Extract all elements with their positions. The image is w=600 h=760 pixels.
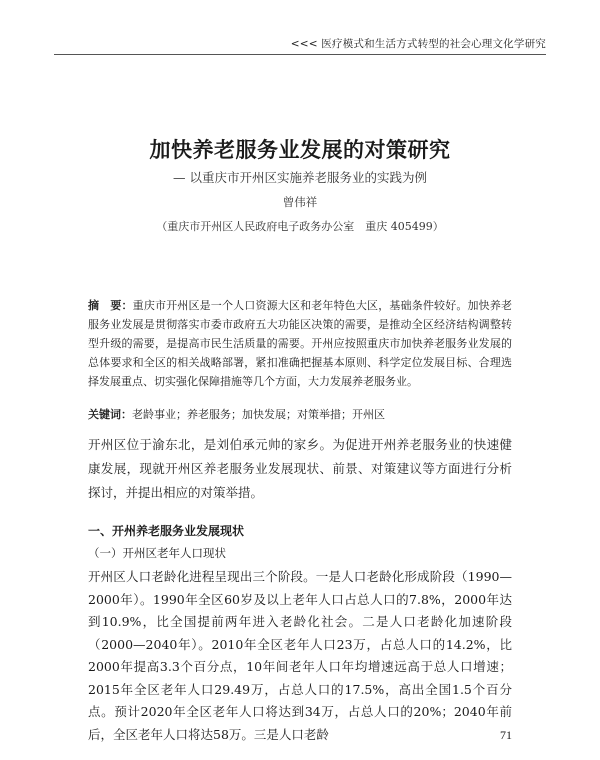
abstract-label: 摘 要：: [88, 299, 133, 312]
intro-paragraph: 开州区位于渝东北，是刘伯承元帅的家乡。为促进开州养老服务业的快速健康发展，现就开州区养老服务业发展现状、前景、对策建议等方面进行分析探讨，并提出相应的对策举措。: [88, 437, 512, 500]
author-name: 曾伟祥: [282, 195, 318, 209]
page-number: 71: [500, 728, 512, 742]
section-heading: 一、开州养老服务业发展现状: [88, 524, 245, 538]
keywords: [88, 406, 512, 424]
header-rule: [54, 54, 546, 55]
article-subtitle: — 以重庆市开州区实施养老服务业的实践为例: [173, 170, 427, 185]
running-header: <<< 医疗模式和生活方式转型的社会心理文化学研究: [290, 38, 546, 50]
abstract: [88, 296, 512, 391]
abstract-text: 重庆市开州区是一个人口资源大区和老年特色大区，基础条件较好。加快养老服务业发展是贯彻落实市委市政府五大功能区决策的需要，是推动全区经济结构调整转型升级的需要，是提高市民生活质量的需要。开州应按照重庆市加快养老服务业发展的总体要求和全区的相关战略部署，紧扣准确把握基本原则、科学定位发展目标、合理选择发展重点、切实强化保障措施等几个方面，大力发展养老服务业。: [88, 299, 513, 388]
article-title: 加快养老服务业发展的对策研究: [149, 137, 451, 162]
author-affiliation: （重庆市开州区人民政府电子政务办公室 重庆 405499）: [156, 220, 444, 233]
subsection-heading: （一）开州区老年人口现状: [88, 546, 226, 560]
keywords-label: 关键词：: [88, 408, 132, 421]
keywords-text: 老龄事业；养老服务；加快发展；对策举措；开州区: [132, 408, 385, 421]
body-paragraph: 开州区人口老龄化进程呈现出三个阶段。一是人口老龄化形成阶段（1990—2000年）。1990年全区60岁及以上老年人口占总人口的7.8%，2000年达到10.9%，比全国提前两年进入老龄化社会。二是人口老龄化加速阶段（2000—2040年）。2010年全区老年人口23万，占总人口的14.2%，比2000年提高3.3个百分点，10年间老年人口年均增速远高于总人口增速；2015年全区老年人口29.49万，占总人口的17.5%，高出全国1.5个百分点。预计2020年全区老年人口将达到34万，占总人口的20%；2040年前后，全区老年人口将达58万。三是人口老龄: [88, 569, 512, 742]
